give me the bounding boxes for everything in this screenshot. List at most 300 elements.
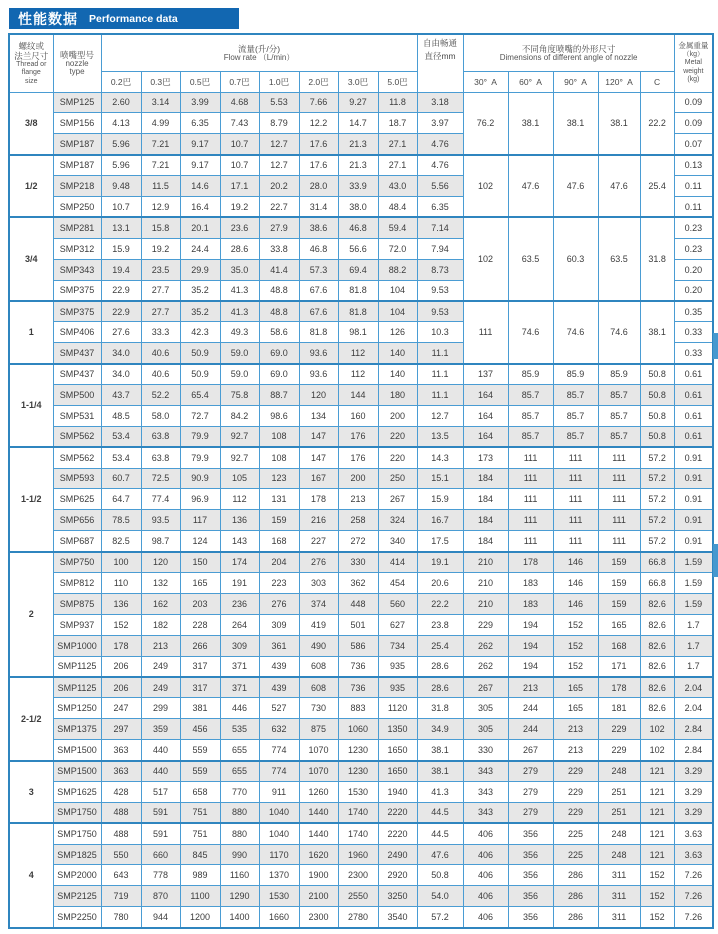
model-cell: SMP2000 bbox=[53, 865, 101, 886]
dimension-cell: 57.2 bbox=[640, 447, 674, 468]
flow-cell: 1620 bbox=[299, 844, 338, 865]
flow-cell: 20.2 bbox=[259, 176, 299, 197]
flow-cell: 608 bbox=[299, 656, 338, 677]
model-cell: SMP187 bbox=[53, 134, 101, 155]
dimension-cell: 159 bbox=[598, 552, 640, 573]
flow-cell: 134 bbox=[299, 405, 338, 426]
dimension-cell: 152 bbox=[640, 907, 674, 928]
header-free-zh1: 自由畅通 bbox=[423, 38, 458, 48]
flow-cell: 200 bbox=[338, 468, 378, 489]
flow-cell: 454 bbox=[378, 572, 417, 593]
flow-cell: 22.9 bbox=[101, 280, 141, 301]
header-weight-zh: 金属重量 bbox=[678, 41, 709, 50]
dimension-cell: 406 bbox=[463, 865, 508, 886]
free-diameter-cell: 38.1 bbox=[417, 740, 463, 761]
model-cell: SMP500 bbox=[53, 384, 101, 405]
flow-cell: 120 bbox=[141, 552, 180, 573]
flow-cell: 150 bbox=[180, 552, 220, 573]
flow-cell: 69.4 bbox=[338, 259, 378, 280]
flow-cell: 780 bbox=[101, 907, 141, 928]
flow-cell: 69.0 bbox=[259, 364, 299, 385]
dimension-cell: 22.2 bbox=[640, 92, 674, 155]
dimension-cell: 406 bbox=[463, 886, 508, 907]
flow-cell: 10.7 bbox=[101, 196, 141, 217]
flow-cell: 27.7 bbox=[141, 301, 180, 322]
flow-cell: 264 bbox=[220, 614, 259, 635]
flow-cell: 123 bbox=[259, 468, 299, 489]
flow-cell: 64.7 bbox=[101, 489, 141, 510]
flow-cell: 990 bbox=[220, 844, 259, 865]
free-diameter-cell: 47.6 bbox=[417, 844, 463, 865]
dimension-cell: 213 bbox=[553, 719, 598, 740]
flow-cell: 10.7 bbox=[220, 134, 259, 155]
table-row bbox=[9, 531, 713, 552]
model-cell: SMP375 bbox=[53, 280, 101, 301]
flow-cell: 98.6 bbox=[259, 405, 299, 426]
table-row bbox=[9, 593, 713, 614]
dimension-cell: 267 bbox=[463, 677, 508, 698]
dimension-cell: 111 bbox=[553, 531, 598, 552]
dimension-cell: 229 bbox=[598, 740, 640, 761]
dimension-cell: 121 bbox=[640, 761, 674, 782]
free-diameter-cell: 41.3 bbox=[417, 781, 463, 802]
flow-cell: 643 bbox=[101, 865, 141, 886]
weight-cell: 0.33 bbox=[674, 343, 713, 364]
table-row bbox=[9, 635, 713, 656]
dimension-cell: 85.9 bbox=[553, 364, 598, 385]
flow-cell: 247 bbox=[101, 698, 141, 719]
dimension-cell: 194 bbox=[508, 614, 553, 635]
flow-cell: 778 bbox=[141, 865, 180, 886]
header-thread-en3: size bbox=[25, 77, 38, 85]
free-diameter-cell: 7.14 bbox=[417, 217, 463, 238]
flow-cell: 216 bbox=[299, 510, 338, 531]
flow-cell: 17.6 bbox=[299, 155, 338, 176]
flow-cell: 35.0 bbox=[220, 259, 259, 280]
dimension-cell: 74.6 bbox=[598, 301, 640, 364]
weight-cell: 0.13 bbox=[674, 155, 713, 176]
dimension-cell: 111 bbox=[508, 447, 553, 468]
model-cell: SMP1500 bbox=[53, 740, 101, 761]
weight-cell: 1.59 bbox=[674, 552, 713, 573]
flow-cell: 112 bbox=[338, 343, 378, 364]
flow-cell: 632 bbox=[259, 719, 299, 740]
flow-cell: 501 bbox=[338, 614, 378, 635]
weight-cell: 3.63 bbox=[674, 844, 713, 865]
flow-cell: 655 bbox=[220, 740, 259, 761]
dimension-cell: 305 bbox=[463, 698, 508, 719]
flow-cell: 21.3 bbox=[338, 155, 378, 176]
dimension-cell: 111 bbox=[598, 489, 640, 510]
dimension-cell: 85.7 bbox=[553, 405, 598, 426]
dimension-cell: 343 bbox=[463, 761, 508, 782]
flow-cell: 309 bbox=[220, 635, 259, 656]
dimension-cell: 251 bbox=[598, 781, 640, 802]
table-row bbox=[9, 886, 713, 907]
flow-cell: 38.6 bbox=[299, 217, 338, 238]
flow-cell: 38.0 bbox=[338, 196, 378, 217]
flow-cell: 559 bbox=[180, 761, 220, 782]
flow-cell: 77.4 bbox=[141, 489, 180, 510]
flow-cell: 28.0 bbox=[299, 176, 338, 197]
dimension-cell: 121 bbox=[640, 844, 674, 865]
flow-cell: 9.17 bbox=[180, 134, 220, 155]
weight-cell: 2.84 bbox=[674, 719, 713, 740]
dimension-cell: 111 bbox=[553, 510, 598, 531]
model-cell: SMP625 bbox=[53, 489, 101, 510]
flow-cell: 751 bbox=[180, 802, 220, 823]
flow-cell: 152 bbox=[101, 614, 141, 635]
dimension-cell: 213 bbox=[553, 740, 598, 761]
dimension-cell: 85.7 bbox=[598, 405, 640, 426]
flow-cell: 136 bbox=[101, 593, 141, 614]
header-flow-en: Flow rate （L/min） bbox=[223, 52, 295, 62]
flow-cell: 2300 bbox=[299, 907, 338, 928]
free-diameter-cell: 20.6 bbox=[417, 572, 463, 593]
dimension-cell: 229 bbox=[553, 761, 598, 782]
flow-cell: 363 bbox=[101, 740, 141, 761]
weight-cell: 7.26 bbox=[674, 865, 713, 886]
flow-cell: 658 bbox=[180, 781, 220, 802]
flow-cell: 1040 bbox=[259, 802, 299, 823]
dimension-cell: 244 bbox=[508, 719, 553, 740]
flow-cell: 206 bbox=[101, 677, 141, 698]
flow-cell: 2220 bbox=[378, 823, 417, 844]
flow-cell: 52.2 bbox=[141, 384, 180, 405]
dimension-cell: 251 bbox=[598, 802, 640, 823]
dimension-cell: 85.9 bbox=[508, 364, 553, 385]
dimension-cell: 210 bbox=[463, 572, 508, 593]
flow-cell: 98.7 bbox=[141, 531, 180, 552]
dimension-cell: 85.7 bbox=[553, 426, 598, 447]
free-diameter-cell: 9.53 bbox=[417, 301, 463, 322]
dimension-cell: 356 bbox=[508, 907, 553, 928]
flow-cell: 363 bbox=[101, 761, 141, 782]
flow-cell: 57.3 bbox=[299, 259, 338, 280]
flow-cell: 213 bbox=[338, 489, 378, 510]
dimension-cell: 356 bbox=[508, 844, 553, 865]
flow-cell: 96.9 bbox=[180, 489, 220, 510]
free-diameter-cell: 54.0 bbox=[417, 886, 463, 907]
dimension-cell: 262 bbox=[463, 656, 508, 677]
flow-cell: 11.8 bbox=[378, 92, 417, 113]
flow-cell: 935 bbox=[378, 656, 417, 677]
header-weight-kg-zh: （kg） bbox=[682, 50, 705, 58]
flow-cell: 608 bbox=[299, 677, 338, 698]
flow-cell: 1400 bbox=[220, 907, 259, 928]
dimension-cell: 57.2 bbox=[640, 468, 674, 489]
flow-cell: 72.5 bbox=[141, 468, 180, 489]
table-row bbox=[9, 781, 713, 802]
flow-cell: 2.60 bbox=[101, 92, 141, 113]
flow-cell: 120 bbox=[299, 384, 338, 405]
weight-cell: 0.20 bbox=[674, 280, 713, 301]
flow-cell: 12.7 bbox=[259, 134, 299, 155]
dimension-cell: 74.6 bbox=[508, 301, 553, 364]
header-pressure: 1.0巴 bbox=[259, 71, 299, 92]
flow-cell: 880 bbox=[220, 823, 259, 844]
page-edge-mark bbox=[713, 544, 718, 577]
header-angle: 120° A bbox=[598, 71, 640, 92]
dimension-cell: 50.8 bbox=[640, 405, 674, 426]
dimension-cell: 194 bbox=[508, 635, 553, 656]
dimension-cell: 47.6 bbox=[598, 155, 640, 218]
model-cell: SMP1750 bbox=[53, 802, 101, 823]
flow-cell: 381 bbox=[180, 698, 220, 719]
model-cell: SMP375 bbox=[53, 301, 101, 322]
table-row bbox=[9, 802, 713, 823]
flow-cell: 297 bbox=[101, 719, 141, 740]
flow-cell: 17.1 bbox=[220, 176, 259, 197]
flow-cell: 359 bbox=[141, 719, 180, 740]
table-row bbox=[9, 844, 713, 865]
page-edge-mark bbox=[713, 333, 718, 359]
model-cell: SMP750 bbox=[53, 552, 101, 573]
flow-cell: 24.4 bbox=[180, 238, 220, 259]
flow-cell: 6.35 bbox=[180, 113, 220, 134]
dimension-cell: 111 bbox=[553, 468, 598, 489]
flow-cell: 33.9 bbox=[338, 176, 378, 197]
flow-cell: 1290 bbox=[220, 886, 259, 907]
flow-cell: 92.7 bbox=[220, 426, 259, 447]
dimension-cell: 356 bbox=[508, 823, 553, 844]
flow-cell: 17.6 bbox=[299, 134, 338, 155]
weight-cell: 1.7 bbox=[674, 656, 713, 677]
model-cell: SMP2250 bbox=[53, 907, 101, 928]
flow-cell: 1040 bbox=[259, 823, 299, 844]
dimension-cell: 356 bbox=[508, 886, 553, 907]
flow-cell: 27.6 bbox=[101, 322, 141, 343]
flow-cell: 72.7 bbox=[180, 405, 220, 426]
model-cell: SMP562 bbox=[53, 426, 101, 447]
dimension-cell: 85.9 bbox=[598, 364, 640, 385]
dimension-cell: 111 bbox=[508, 510, 553, 531]
dimension-cell: 121 bbox=[640, 802, 674, 823]
flow-cell: 223 bbox=[259, 572, 299, 593]
flow-cell: 586 bbox=[338, 635, 378, 656]
flow-cell: 3540 bbox=[378, 907, 417, 928]
free-diameter-cell: 11.1 bbox=[417, 343, 463, 364]
dimension-cell: 194 bbox=[508, 656, 553, 677]
flow-cell: 340 bbox=[378, 531, 417, 552]
flow-cell: 5.96 bbox=[101, 155, 141, 176]
page-title-zh: 性能数据 bbox=[18, 10, 78, 27]
free-diameter-cell: 13.5 bbox=[417, 426, 463, 447]
flow-cell: 204 bbox=[259, 552, 299, 573]
weight-cell: 0.61 bbox=[674, 364, 713, 385]
performance-data-table bbox=[8, 33, 714, 929]
dimension-cell: 181 bbox=[598, 698, 640, 719]
dimension-cell: 38.1 bbox=[553, 92, 598, 155]
header-nozzle-zh: 喷嘴型号 bbox=[59, 49, 94, 60]
flow-cell: 49.3 bbox=[220, 322, 259, 343]
flow-cell: 108 bbox=[259, 447, 299, 468]
flow-cell: 736 bbox=[338, 656, 378, 677]
dimension-cell: 47.6 bbox=[508, 155, 553, 218]
dimension-cell: 406 bbox=[463, 844, 508, 865]
dimension-cell: 85.7 bbox=[508, 426, 553, 447]
dimension-cell: 159 bbox=[598, 572, 640, 593]
table-row bbox=[9, 656, 713, 677]
dimension-cell: 47.6 bbox=[553, 155, 598, 218]
weight-cell: 0.91 bbox=[674, 510, 713, 531]
thread-size-cell: 2-1/2 bbox=[9, 677, 53, 761]
flow-cell: 627 bbox=[378, 614, 417, 635]
flow-cell: 15.9 bbox=[101, 238, 141, 259]
dimension-cell: 152 bbox=[640, 886, 674, 907]
model-cell: SMP2125 bbox=[53, 886, 101, 907]
flow-cell: 774 bbox=[259, 740, 299, 761]
table-row bbox=[9, 364, 713, 385]
flow-cell: 159 bbox=[259, 510, 299, 531]
dimension-cell: 286 bbox=[553, 907, 598, 928]
dimension-cell: 225 bbox=[553, 844, 598, 865]
weight-cell: 0.35 bbox=[674, 301, 713, 322]
flow-cell: 16.4 bbox=[180, 196, 220, 217]
model-cell: SMP1825 bbox=[53, 844, 101, 865]
dimension-cell: 213 bbox=[508, 677, 553, 698]
flow-cell: 267 bbox=[378, 489, 417, 510]
flow-cell: 48.8 bbox=[259, 280, 299, 301]
header-dims-zh: 不同角度喷嘴的外形尺寸 bbox=[521, 43, 616, 54]
dimension-cell: 57.2 bbox=[640, 531, 674, 552]
flow-cell: 1940 bbox=[378, 781, 417, 802]
dimension-cell: 343 bbox=[463, 781, 508, 802]
flow-cell: 527 bbox=[259, 698, 299, 719]
dimension-cell: 178 bbox=[598, 677, 640, 698]
flow-cell: 19.4 bbox=[101, 259, 141, 280]
dimension-cell: 311 bbox=[598, 886, 640, 907]
flow-cell: 1530 bbox=[338, 781, 378, 802]
weight-cell: 7.26 bbox=[674, 907, 713, 928]
flow-cell: 1660 bbox=[259, 907, 299, 928]
free-diameter-cell: 38.1 bbox=[417, 761, 463, 782]
weight-cell: 0.33 bbox=[674, 322, 713, 343]
dimension-cell: 102 bbox=[640, 740, 674, 761]
flow-cell: 935 bbox=[378, 677, 417, 698]
flow-cell: 35.2 bbox=[180, 280, 220, 301]
weight-cell: 1.7 bbox=[674, 635, 713, 656]
flow-cell: 34.0 bbox=[101, 364, 141, 385]
header-free-zh2: 直径mm bbox=[424, 51, 456, 61]
weight-cell: 3.63 bbox=[674, 823, 713, 844]
flow-cell: 7.43 bbox=[220, 113, 259, 134]
weight-cell: 0.91 bbox=[674, 447, 713, 468]
weight-cell: 2.04 bbox=[674, 677, 713, 698]
flow-cell: 22.9 bbox=[101, 301, 141, 322]
weight-cell: 0.61 bbox=[674, 426, 713, 447]
flow-cell: 65.4 bbox=[180, 384, 220, 405]
dimension-cell: 82.6 bbox=[640, 698, 674, 719]
flow-cell: 23.5 bbox=[141, 259, 180, 280]
flow-cell: 249 bbox=[141, 656, 180, 677]
flow-cell: 249 bbox=[141, 677, 180, 698]
dimension-cell: 146 bbox=[553, 572, 598, 593]
header-flow-rate bbox=[101, 34, 417, 71]
flow-cell: 227 bbox=[299, 531, 338, 552]
free-diameter-cell: 22.2 bbox=[417, 593, 463, 614]
flow-cell: 488 bbox=[101, 823, 141, 844]
dimension-cell: 267 bbox=[508, 740, 553, 761]
flow-cell: 29.9 bbox=[180, 259, 220, 280]
table-row bbox=[9, 510, 713, 531]
header-thread-en2: flange bbox=[21, 69, 41, 76]
model-cell: SMP531 bbox=[53, 405, 101, 426]
flow-cell: 12.9 bbox=[141, 196, 180, 217]
flow-cell: 236 bbox=[220, 593, 259, 614]
flow-cell: 5.53 bbox=[259, 92, 299, 113]
flow-cell: 191 bbox=[220, 572, 259, 593]
flow-cell: 98.1 bbox=[338, 322, 378, 343]
flow-cell: 82.5 bbox=[101, 531, 141, 552]
dimension-cell: 164 bbox=[463, 384, 508, 405]
dimension-cell: 229 bbox=[553, 781, 598, 802]
flow-cell: 50.9 bbox=[180, 364, 220, 385]
thread-size-cell: 4 bbox=[9, 823, 53, 927]
page-title-en: Performance data bbox=[89, 12, 178, 25]
flow-cell: 4.68 bbox=[220, 92, 259, 113]
flow-cell: 63.8 bbox=[141, 426, 180, 447]
flow-cell: 213 bbox=[141, 635, 180, 656]
flow-cell: 27.9 bbox=[259, 217, 299, 238]
flow-cell: 176 bbox=[338, 426, 378, 447]
flow-cell: 911 bbox=[259, 781, 299, 802]
flow-cell: 19.2 bbox=[141, 238, 180, 259]
model-cell: SMP406 bbox=[53, 322, 101, 343]
flow-cell: 220 bbox=[378, 426, 417, 447]
flow-cell: 41.3 bbox=[220, 301, 259, 322]
thread-size-cell: 3 bbox=[9, 761, 53, 824]
dimension-cell: 85.7 bbox=[598, 426, 640, 447]
flow-cell: 371 bbox=[220, 656, 259, 677]
dimension-cell: 184 bbox=[463, 531, 508, 552]
header-weight-en3: (kg) bbox=[687, 76, 700, 83]
flow-cell: 1070 bbox=[299, 740, 338, 761]
flow-cell: 63.8 bbox=[141, 447, 180, 468]
dimension-cell: 121 bbox=[640, 823, 674, 844]
weight-cell: 0.23 bbox=[674, 217, 713, 238]
flow-cell: 81.8 bbox=[338, 280, 378, 301]
flow-cell: 419 bbox=[299, 614, 338, 635]
flow-cell: 48.5 bbox=[101, 405, 141, 426]
weight-cell: 7.26 bbox=[674, 886, 713, 907]
dimension-cell: 184 bbox=[463, 489, 508, 510]
flow-cell: 147 bbox=[299, 426, 338, 447]
dimension-cell: 146 bbox=[553, 593, 598, 614]
page-title bbox=[9, 8, 239, 29]
flow-cell: 100 bbox=[101, 552, 141, 573]
flow-cell: 276 bbox=[259, 593, 299, 614]
flow-cell: 560 bbox=[378, 593, 417, 614]
flow-cell: 228 bbox=[180, 614, 220, 635]
dimension-cell: 356 bbox=[508, 865, 553, 886]
flow-cell: 220 bbox=[378, 447, 417, 468]
dimension-cell: 152 bbox=[553, 635, 598, 656]
dimension-cell: 248 bbox=[598, 761, 640, 782]
flow-cell: 774 bbox=[259, 761, 299, 782]
free-diameter-cell: 10.3 bbox=[417, 322, 463, 343]
flow-cell: 131 bbox=[259, 489, 299, 510]
model-cell: SMP281 bbox=[53, 217, 101, 238]
table-row bbox=[9, 468, 713, 489]
thread-size-cell: 1-1/2 bbox=[9, 447, 53, 551]
flow-cell: 178 bbox=[299, 489, 338, 510]
flow-cell: 53.4 bbox=[101, 447, 141, 468]
header-metal-weight bbox=[674, 34, 713, 92]
flow-cell: 4.13 bbox=[101, 113, 141, 134]
flow-cell: 456 bbox=[180, 719, 220, 740]
free-diameter-cell: 7.94 bbox=[417, 238, 463, 259]
